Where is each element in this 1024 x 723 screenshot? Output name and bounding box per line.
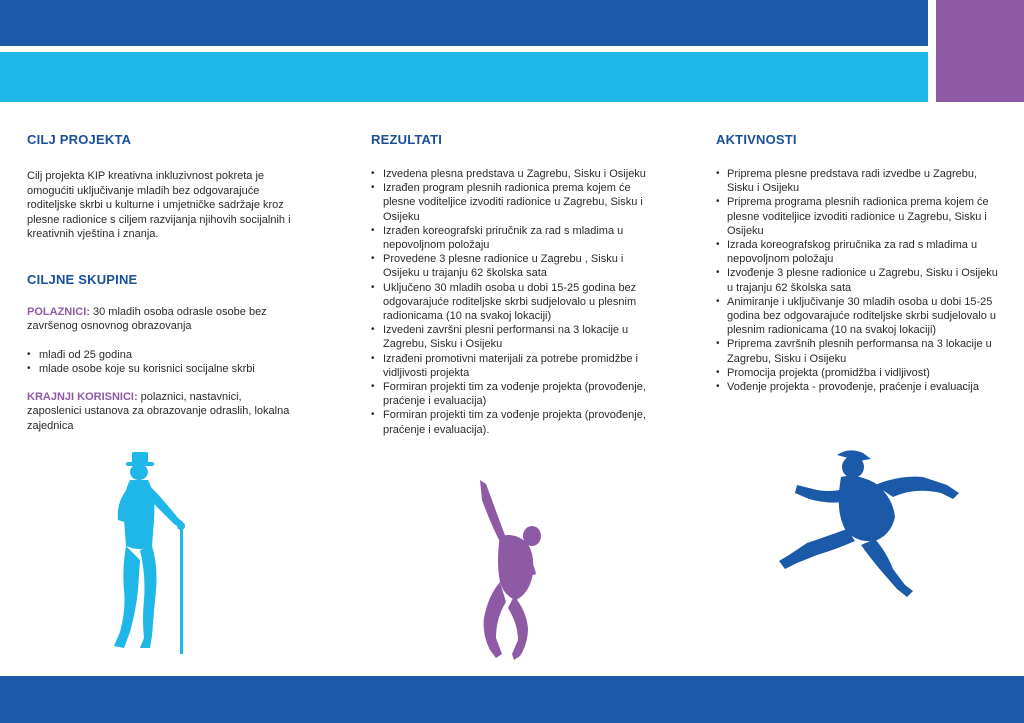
leaping-dancer-icon: [775, 445, 965, 600]
list-item: • Provedene 3 plesne radionice u Zagrebu , Sisku i Osijeku u trajanju 62 školska sata: [371, 252, 661, 280]
participants-label: POLAZNICI:: [27, 305, 90, 318]
column-activities: [716, 132, 1001, 394]
section-title-goal: CILJ PROJEKTA: [27, 132, 132, 147]
list-item: • Priprema programa plesnih radionica prema kojem će plesne voditeljice izvoditi radionice u Zagrebu, Sisku i Osijeku: [716, 195, 1001, 238]
end-users-label: KRAJNJI KORISNICI:: [27, 390, 138, 403]
list-item: • mlađi od 25 godina: [27, 348, 297, 362]
list-item: • Promocija projekta (promidžba i vidljivost): [716, 366, 1001, 380]
footer-band: [0, 676, 1024, 723]
list-item: • Formiran projekti tim za vođenje projekta (provođenje, praćenje i evaluacija).: [371, 408, 661, 436]
list-item: • Priprema završnih plesnih performansa na 3 lokacije u Zagrebu, Sisku i Osijeku: [716, 337, 1001, 365]
list-item: • Izvođenje 3 plesne radionice u Zagrebu, Sisku i Osijeku u trajanju 62 školska sata: [716, 266, 1001, 294]
goal-text: Cilj projekta KIP kreativna inkluzivnost pokreta je omogućiti uključivanje mladih bez odgovarajuće roditeljske skrbi u kulturne i umjetničke sadržaje kroz plesne radionice s ciljem razvijanja njihovih socijalnih i kreativnih vještina i znanja.: [27, 170, 291, 240]
crouching-dancer-icon: [470, 478, 550, 663]
end-users-paragraph: [27, 390, 297, 434]
list-item: • Izrada koreografskog priručnika za rad s mladima u nepovoljnom položaju: [716, 238, 1001, 266]
header-band-dark: [0, 0, 928, 46]
list-item: • Izvedeni završni plesni performansi na 3 lokacije u Zagrebu, Sisku i Osijeku: [371, 323, 661, 351]
section-title-results: REZULTATI: [371, 132, 443, 147]
list-item: • Uključeno 30 mladih osoba u dobi 15-25 godina bez odgovarajuće roditeljske skrbi sudjelovalo u plesnim radionicama (10 na svakoj lokaciji): [371, 281, 661, 324]
activities-list: [716, 167, 1001, 394]
list-item: • Formiran projekti tim za vođenje projekta (provođenje, praćenje i evaluacija): [371, 380, 661, 408]
column-results: [371, 132, 661, 437]
list-item: • Izvedena plesna predstava u Zagrebu, Sisku i Osijeku: [371, 167, 661, 181]
header-band-cyan: [0, 52, 928, 102]
target-group-list: [27, 348, 297, 376]
participants-paragraph: [27, 305, 297, 334]
list-item: • Izrađen program plesnih radionica prema kojem će plesne voditeljice izvoditi radionice u Zagrebu, Sisku i Osijeku: [371, 181, 661, 224]
list-item: • Vođenje projekta - provođenje, praćenje i evaluacija: [716, 380, 1001, 394]
results-list: [371, 167, 661, 437]
end-users-text: polaznici, nastavnici, zaposlenici ustanova za obrazovanje odraslih, lokalna zajednica: [27, 390, 290, 432]
list-item: • mlade osobe koje su korisnici socijalne skrbi: [27, 362, 297, 376]
column-goal: [27, 132, 297, 433]
header-band-purple: [936, 0, 1024, 102]
section-title-target-groups: CILJNE SKUPINE: [27, 271, 138, 287]
participants-text: 30 mladih osoba odrasle osobe bez završenog osnovnog obrazovanja: [27, 305, 267, 332]
list-item: • Animiranje i uključivanje 30 mladih osoba u dobi 15-25 godina bez odgovarajuće roditeljske skrbi sudjelovalo u plesnim radionicama (10 na svakoj lokaciji): [716, 295, 1001, 338]
dancer-with-cane-icon: [100, 450, 200, 660]
section-title-activities: AKTIVNOSTI: [716, 132, 797, 147]
list-item: • Priprema plesne predstava radi izvedbe u Zagrebu, Sisku i Osijeku: [716, 167, 1001, 195]
list-item: • Izrađeni promotivni materijali za potrebe promidžbe i vidljivosti projekta: [371, 352, 661, 380]
list-item: • Izrađen koreografski priručnik za rad s mladima u nepovoljnom položaju: [371, 224, 661, 252]
